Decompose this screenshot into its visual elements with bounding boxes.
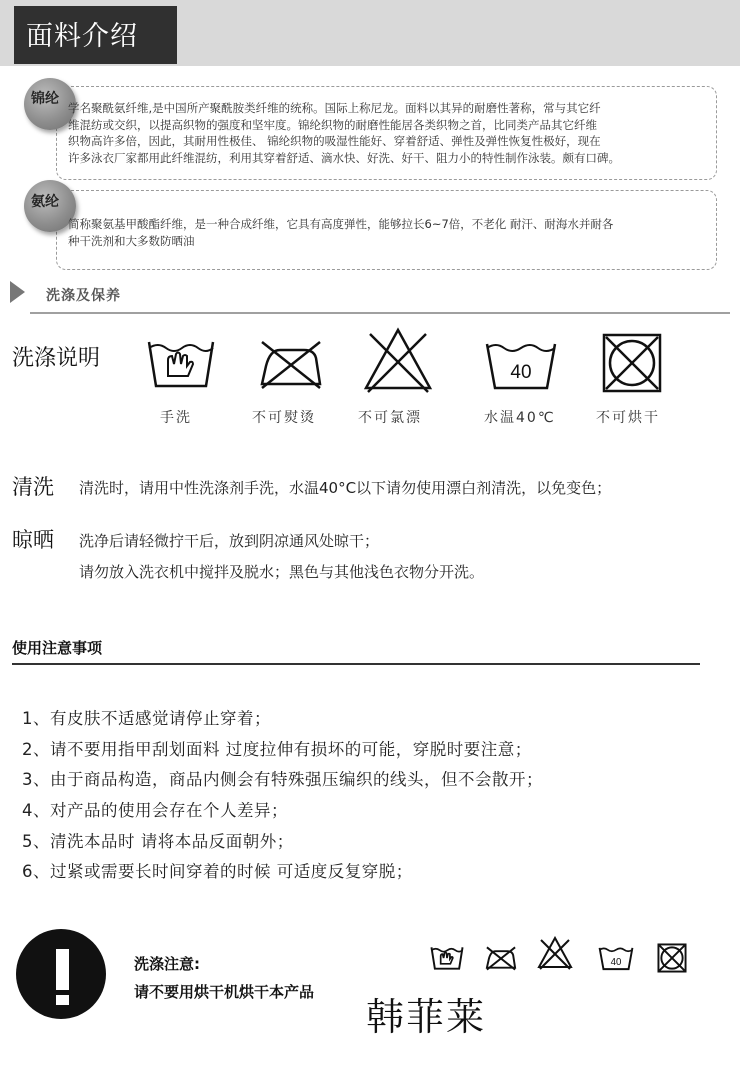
wash-instructions-title: 洗涤说明 — [12, 346, 101, 371]
drying-text-line2: 请勿放入洗衣机中搅拌及脱水；黑色与其他浅色衣物分开洗。 — [79, 563, 485, 581]
no-tumble-dry-label: 不可烘干 — [596, 410, 660, 426]
fabric-text-line: 许多泳衣厂家都用此纤维混纺，利用其穿着舒适、滴水快、好洗、好干、阻力小的特性制作泳装。颇有口碑。 — [68, 150, 620, 165]
fabric-text-line: 简称聚氨基甲酸酯纤维，是一种合成纤维，它具有高度弹性，能够拉长6~7倍，不老化 耐汗、耐海水并耐各 — [68, 217, 614, 231]
wash-temp-small-number: 40 — [610, 956, 622, 968]
care-section-title: 洗涤及保养 — [46, 288, 121, 304]
fabric-text-line: 学名聚酰氨纤维,是中国所产聚酰胺类纤维的统称。国际上称尼龙。面料以其异的耐磨性著称，常与其它纤 — [68, 101, 601, 115]
cleaning-text: 清洗时，请用中性洗涤剂手洗，水温40°C以下请勿使用漂白剂清洗，以免变色； — [79, 479, 612, 497]
divider — [30, 312, 730, 314]
warning-icon-bar — [56, 949, 69, 990]
fabric-nylon-text — [68, 100, 620, 166]
no-iron-label: 不可熨烫 — [252, 410, 316, 426]
warning-icon-dot — [56, 995, 69, 1005]
page-title: 面料介绍 — [26, 21, 138, 52]
no-tumble-dry-icon — [601, 332, 663, 394]
note-item: 5、清洗本品时 请将本品反面朝外； — [22, 832, 294, 851]
note-item: 1、有皮肤不适感觉请停止穿着； — [22, 709, 271, 728]
wash-40-label: 水温40℃ — [484, 410, 556, 426]
drying-title: 晾晒 — [12, 528, 54, 552]
drying-text-line1: 洗净后请轻微拧干后，放到阴凉通风处晾干； — [79, 532, 380, 550]
wash-40-small-icon — [598, 944, 634, 972]
no-tumble-dry-small-icon — [657, 943, 687, 973]
hand-wash-icon — [146, 336, 216, 392]
note-item: 3、由于商品构造，商品内侧会有特殊强压编织的线头，但不会散开； — [22, 770, 543, 789]
hand-wash-label: 手洗 — [160, 410, 192, 426]
fabric-badge-label: 锦纶 — [31, 91, 59, 107]
hand-wash-small-icon — [430, 944, 464, 972]
brand-name: 韩菲莱 — [366, 995, 487, 1039]
no-bleach-small-icon — [537, 936, 573, 970]
notes-title: 使用注意事项 — [12, 639, 103, 657]
note-item: 2、请不要用指甲刮划面料 过度拉伸有损坏的可能，穿脱时要注意； — [22, 740, 532, 759]
arrow-right-icon — [10, 281, 25, 303]
wash-40-icon — [484, 336, 558, 394]
note-item: 6、过紧或需要长时间穿着的时候 可适度反复穿脱； — [22, 862, 413, 881]
fabric-badge-label: 氨纶 — [31, 194, 59, 210]
no-iron-small-icon — [484, 944, 518, 972]
no-bleach-icon — [362, 326, 434, 394]
wash-temp-number: 40 — [510, 362, 532, 383]
note-item: 4、对产品的使用会存在个人差异； — [22, 801, 288, 820]
fabric-text-line: 维混纺或交织，以提高织物的强度和坚牢度。锦纶织物的耐磨性能居各类织物之首，比同类产品其它纤维 — [68, 117, 597, 132]
cleaning-title: 清洗 — [12, 475, 54, 499]
fabric-spandex-text — [68, 216, 613, 249]
no-iron-icon — [256, 336, 326, 392]
caution-text: 请不要用烘干机烘干本产品 — [134, 983, 315, 1001]
divider — [12, 663, 700, 665]
fabric-text-line: 织物高许多倍，因此，其耐用性极佳、 锦纶织物的吸湿性能好、穿着舒适、弹性及弹性恢复性极好，现在 — [68, 134, 601, 148]
fabric-text-line: 种干洗剂和大多数防晒油 — [68, 233, 195, 248]
caution-title: 洗涤注意: — [134, 955, 200, 973]
no-bleach-label: 不可氯漂 — [358, 410, 422, 426]
